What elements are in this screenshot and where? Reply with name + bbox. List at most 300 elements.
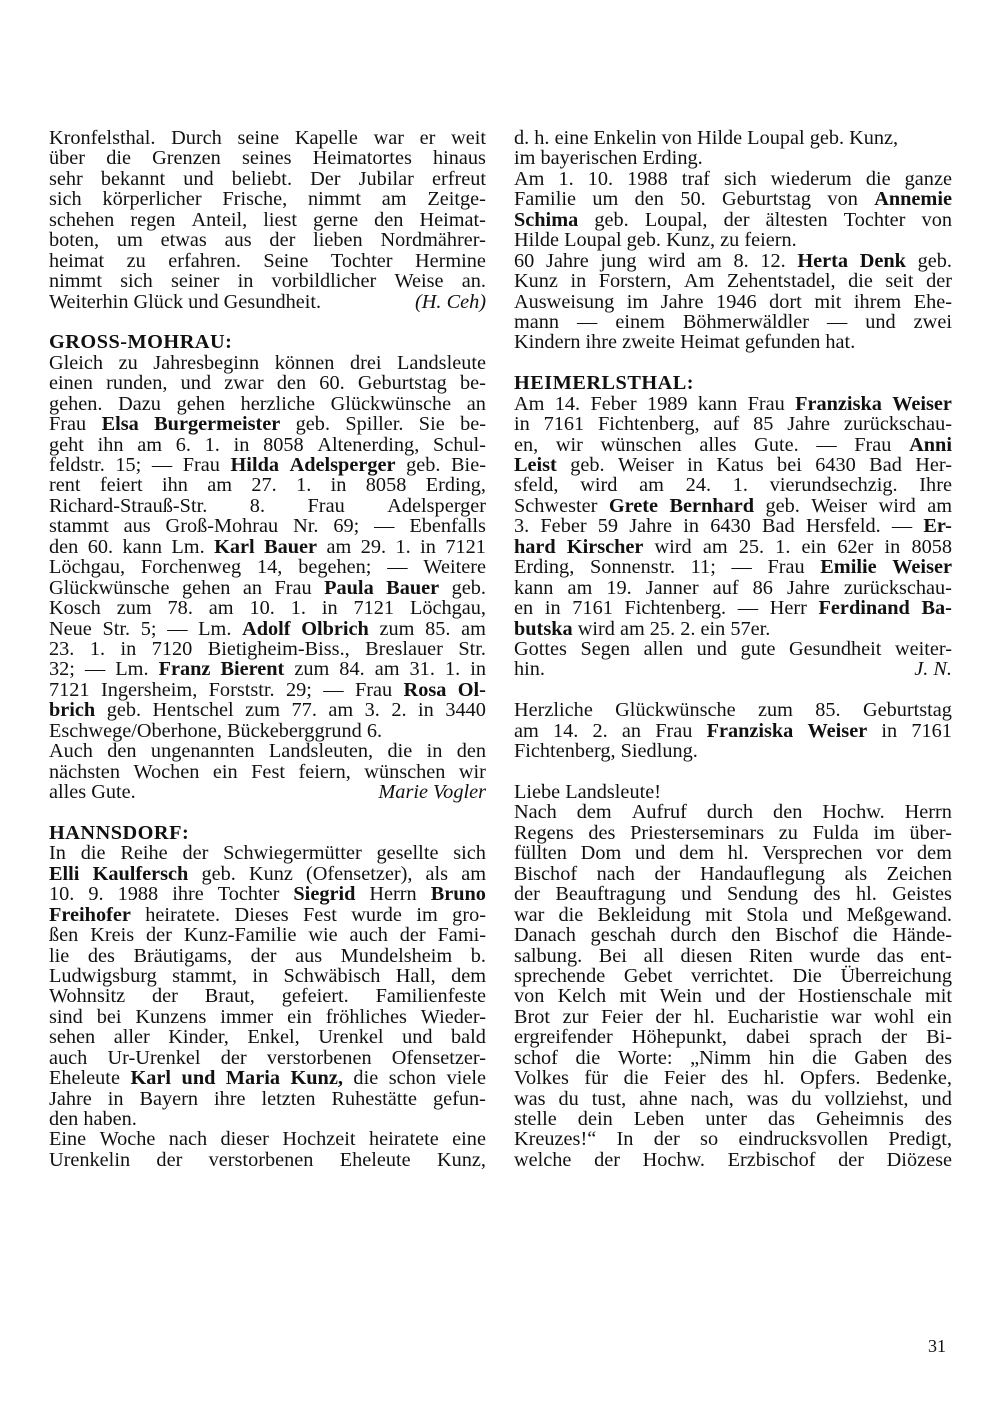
word: Segen xyxy=(580,637,631,660)
text-line xyxy=(49,1048,486,1068)
bold-name: Er- xyxy=(923,515,952,538)
word: drei xyxy=(349,351,382,374)
word: Glückwünsche xyxy=(615,699,736,722)
word: Heimat- xyxy=(419,208,486,231)
word: zum xyxy=(116,597,152,620)
bold-name: Ferdinand xyxy=(818,597,910,620)
word: stammt, xyxy=(172,964,237,987)
word: Überreichung xyxy=(840,964,952,987)
line-text: hin. xyxy=(514,658,545,681)
word: 1. xyxy=(444,658,461,681)
word: Meßgewand. xyxy=(846,903,952,926)
word: am xyxy=(461,862,486,885)
word: ein xyxy=(212,760,238,783)
word: Zeitge- xyxy=(427,188,486,211)
word: 2. xyxy=(391,699,407,722)
word: einem xyxy=(615,310,665,333)
word: seine xyxy=(237,127,280,149)
word: Sonnenstr. xyxy=(589,556,676,579)
text-line xyxy=(514,1150,952,1170)
word: der xyxy=(399,924,426,947)
word: Braut, xyxy=(204,985,255,1008)
text-line xyxy=(514,578,952,598)
word: Aufruf xyxy=(631,801,687,824)
word: in xyxy=(570,270,587,293)
word: Wohnsitz xyxy=(49,985,126,1008)
text-line xyxy=(514,210,952,230)
text-line xyxy=(514,271,952,291)
word: salbung. xyxy=(514,944,583,967)
bold-name: Weiser xyxy=(892,556,952,579)
word: Frau xyxy=(49,413,87,436)
word: runden, xyxy=(106,372,168,395)
text-line xyxy=(49,905,486,925)
word: die xyxy=(353,1067,379,1090)
word: in xyxy=(426,740,443,763)
word: Riten xyxy=(748,944,793,967)
word: ein xyxy=(287,1005,312,1028)
word: Gleich xyxy=(49,351,104,374)
word: in xyxy=(683,515,700,538)
word: 31. xyxy=(409,658,435,681)
word: gefeiert. xyxy=(281,985,349,1008)
word: sich xyxy=(453,842,486,865)
word: in xyxy=(107,1087,124,1110)
word: Herrn xyxy=(369,883,417,906)
word: du xyxy=(791,1087,812,1110)
word: 9. xyxy=(88,883,104,906)
word: auch xyxy=(349,924,388,947)
word: die xyxy=(575,1046,601,1069)
word: viele xyxy=(446,1067,486,1090)
word: Erding, xyxy=(425,474,486,497)
word: — xyxy=(167,617,188,640)
word: — xyxy=(151,454,173,476)
word: dabei xyxy=(746,1026,790,1049)
word: Gebet xyxy=(623,964,673,987)
word: 1988 xyxy=(627,167,668,190)
bold-name: Siegrid xyxy=(293,883,356,906)
text-line xyxy=(514,1068,952,1088)
word: 86 xyxy=(752,576,773,599)
word: Breslauer xyxy=(365,637,443,660)
word: Handauflegung xyxy=(699,862,826,885)
word: zum xyxy=(379,617,415,640)
word: am xyxy=(697,249,722,272)
word: Hochw. xyxy=(822,801,885,824)
bold-name: Denk xyxy=(859,249,906,272)
bold-name: Karl xyxy=(214,535,255,558)
word: 85. xyxy=(425,617,451,640)
word: als xyxy=(844,862,868,885)
text-line xyxy=(49,1007,486,1027)
word: Leben xyxy=(633,1108,685,1130)
paragraph-gap xyxy=(49,802,486,822)
word: schehen xyxy=(49,208,115,231)
word: wiederum xyxy=(770,167,852,190)
word: Spiller. xyxy=(345,413,404,436)
word: 7121 xyxy=(49,678,90,701)
bold-name: Ol- xyxy=(457,678,486,701)
word: 3440 xyxy=(445,699,486,722)
word: in xyxy=(420,535,436,558)
word: zu xyxy=(126,249,146,272)
word: welche xyxy=(514,1148,572,1171)
text-line xyxy=(49,557,486,577)
word: Bekleidung xyxy=(597,903,691,926)
word: der xyxy=(182,842,209,865)
word: der xyxy=(514,883,540,906)
word: 10. xyxy=(249,597,275,620)
word: seiner xyxy=(170,270,220,293)
section-heading: GROSS-MOHRAU: xyxy=(49,331,233,354)
word: Hall, xyxy=(395,964,436,987)
bold-name: Rosa xyxy=(403,678,447,701)
word: am xyxy=(567,576,593,599)
word: ihre xyxy=(213,1087,246,1110)
word: Kindern ihre zweite Heimat gefunden hat. xyxy=(514,331,856,354)
word: im xyxy=(873,821,895,844)
word: 7121 xyxy=(445,535,486,558)
word: Tochter xyxy=(330,249,393,272)
text-line xyxy=(49,843,486,863)
text-line xyxy=(514,312,952,332)
word: der xyxy=(758,985,785,1008)
word: Zehentstadel, xyxy=(726,270,836,293)
text-line xyxy=(514,1129,952,1149)
text-line xyxy=(514,802,952,822)
word: was xyxy=(746,1087,779,1110)
word: an. xyxy=(461,270,486,293)
text-line xyxy=(514,884,952,904)
word: ein xyxy=(801,535,827,558)
word: an xyxy=(242,576,263,599)
word: zwar xyxy=(224,372,264,395)
word: ältesten xyxy=(765,208,828,231)
word: herzliche xyxy=(240,392,315,415)
word: Löchgau, xyxy=(409,597,486,620)
word: Herr xyxy=(769,597,807,620)
word: am xyxy=(514,719,539,742)
word: Kosch xyxy=(49,597,101,620)
word: Brot xyxy=(514,1005,551,1028)
word: Bei xyxy=(598,944,627,967)
word: Beauftragung xyxy=(555,883,666,906)
word: Kronfelsthal. xyxy=(49,127,156,149)
word: immer xyxy=(220,1005,274,1028)
word: 1. xyxy=(204,433,220,456)
word: Gesundheit xyxy=(789,637,882,660)
word: — xyxy=(891,515,913,538)
word: eine xyxy=(452,1128,486,1151)
word: der xyxy=(881,1026,907,1049)
word: Gaben xyxy=(854,1046,908,1069)
text-line xyxy=(514,189,952,209)
text-line xyxy=(514,966,952,986)
word: Höhepunkt, xyxy=(631,1026,727,1049)
word: wurde xyxy=(809,944,861,967)
word: den xyxy=(773,801,803,824)
word: Bischof xyxy=(514,862,578,885)
word: am xyxy=(326,535,352,558)
text-line xyxy=(49,721,486,741)
word: be- xyxy=(460,372,486,395)
word: zum xyxy=(758,699,793,722)
word: nimmt xyxy=(49,270,102,293)
word: wird xyxy=(648,249,686,272)
word: letzten xyxy=(261,1087,316,1110)
word: geb. xyxy=(406,454,441,476)
word: Str. xyxy=(102,617,131,640)
word: dein xyxy=(577,1108,613,1130)
word: 1. xyxy=(395,535,411,558)
word: Hände- xyxy=(892,924,952,947)
word: Herrn xyxy=(904,801,952,824)
word: den haben. xyxy=(49,1108,137,1130)
text-line xyxy=(49,986,486,1006)
word: Erzbischof xyxy=(727,1148,816,1171)
word: gesellte xyxy=(376,842,439,865)
text-line xyxy=(514,230,952,250)
word: dem xyxy=(917,842,952,865)
word: wünschen xyxy=(364,760,446,783)
text-line xyxy=(514,537,952,557)
word: Ebenfalls xyxy=(409,515,486,538)
word: Landsleute xyxy=(397,351,486,374)
word: 1. xyxy=(89,637,106,660)
word: geht xyxy=(49,433,84,456)
word: die xyxy=(852,924,878,947)
word: Schul- xyxy=(432,433,486,456)
text-line xyxy=(514,639,952,659)
word: sehen xyxy=(49,1026,96,1049)
word: 23. xyxy=(49,637,75,660)
word: geb. xyxy=(295,413,331,436)
text-line xyxy=(49,1129,486,1149)
word: verstorbenen xyxy=(266,1046,372,1069)
paragraph-gap xyxy=(514,680,952,700)
word: „Nimm xyxy=(690,1046,751,1069)
word: 50. xyxy=(680,188,706,211)
word: 5; xyxy=(140,617,157,640)
word: Kreuzes!“ xyxy=(514,1128,597,1151)
word: Kunz, xyxy=(436,1148,486,1171)
text-line xyxy=(49,537,486,557)
bold-name: Kirscher xyxy=(566,535,644,558)
word: Predigt, xyxy=(888,1128,952,1151)
word: und xyxy=(865,310,896,333)
text-line xyxy=(49,1068,486,1088)
word: bald xyxy=(451,1026,486,1049)
word: Fest xyxy=(303,903,337,926)
word: seines xyxy=(241,147,292,170)
word: Altenerding, xyxy=(317,433,420,456)
bold-name: Bruno xyxy=(430,883,486,906)
word: am xyxy=(207,474,233,497)
bold-name: Bernhard xyxy=(669,494,754,517)
word: Geburtstag xyxy=(722,188,812,211)
text-line xyxy=(514,435,952,455)
word: 8. xyxy=(249,494,266,517)
bold-name: Grete xyxy=(608,494,658,517)
text-line xyxy=(514,721,952,741)
bold-name: Adolf xyxy=(242,617,291,640)
word: 3. xyxy=(364,699,380,722)
word: Frau xyxy=(307,494,345,517)
word: 1989 xyxy=(646,392,688,415)
word: Ofensetzer- xyxy=(391,1046,486,1069)
word: sind xyxy=(49,1005,83,1028)
text-line xyxy=(514,843,952,863)
word: feiert xyxy=(99,474,143,497)
paragraph-gap xyxy=(514,762,952,782)
word: der xyxy=(655,1005,682,1028)
word: schof xyxy=(514,1046,558,1069)
word: nächsten xyxy=(49,760,120,783)
word: gehen. xyxy=(49,392,103,415)
word: 6430 xyxy=(710,515,751,538)
word: Jahre xyxy=(660,290,704,313)
word: aller xyxy=(113,1026,150,1049)
word: der xyxy=(146,924,172,947)
word: Durch xyxy=(171,127,222,149)
word: auf xyxy=(713,413,740,436)
text-line xyxy=(49,700,486,720)
word: war xyxy=(831,1005,862,1028)
word: hl. xyxy=(693,1005,715,1028)
word: ein xyxy=(927,1005,952,1028)
word: die xyxy=(387,740,413,763)
word: Worte: xyxy=(617,1046,673,1069)
word: geschah xyxy=(590,924,656,947)
word: rent xyxy=(49,474,81,497)
word: Janner xyxy=(645,576,699,599)
word: Kreis xyxy=(90,924,135,947)
word: von xyxy=(827,188,858,211)
word: aus xyxy=(295,944,323,967)
word: aus xyxy=(123,515,151,538)
word: für xyxy=(584,1067,609,1090)
word: schon xyxy=(388,1067,437,1090)
word: 8058 xyxy=(263,433,304,456)
word: Stola xyxy=(746,903,788,926)
word: Wieder- xyxy=(420,1005,486,1028)
word: Bayern xyxy=(139,1087,199,1110)
word: nach xyxy=(596,862,635,885)
word: sfeld, xyxy=(514,474,559,497)
word: was xyxy=(514,1087,546,1110)
word: 78. xyxy=(167,597,193,620)
word: 84. xyxy=(339,658,365,681)
bold-name: und xyxy=(181,1067,216,1090)
word: kann xyxy=(514,576,554,599)
word: mit xyxy=(814,290,842,313)
word: geb. xyxy=(917,249,952,272)
bold-name: Bauer xyxy=(386,576,440,599)
bold-name: Maria xyxy=(225,1067,280,1090)
word: Str. xyxy=(458,637,486,660)
word: Weiser xyxy=(811,494,868,517)
word: 85. xyxy=(815,699,841,722)
text-line xyxy=(49,1089,486,1109)
word: 19. xyxy=(606,576,632,599)
word: 7120 xyxy=(151,637,193,660)
bold-name: Olbrich xyxy=(301,617,369,640)
word: hl. xyxy=(763,1067,785,1090)
bold-name: Leist xyxy=(514,454,557,476)
bold-name: Herta xyxy=(797,249,849,272)
word: 59 xyxy=(597,515,619,538)
word: heimat xyxy=(49,249,105,272)
word: des xyxy=(813,883,841,906)
word: 60 xyxy=(514,249,535,272)
word: des xyxy=(87,944,115,967)
word: der xyxy=(723,208,750,231)
text-line xyxy=(49,680,486,700)
word: Fichtenberg. xyxy=(624,597,727,620)
text-line xyxy=(514,1109,952,1129)
word: Herzliche xyxy=(514,699,593,722)
word: der xyxy=(654,862,681,885)
word: — xyxy=(374,515,395,538)
word: 7161 xyxy=(543,413,585,436)
word: b. xyxy=(470,944,486,967)
word: am xyxy=(927,494,952,517)
text-line xyxy=(49,659,486,679)
text-line xyxy=(514,1027,952,1047)
word: Hostienschale xyxy=(797,985,912,1008)
word: Schwäbisch xyxy=(283,964,381,987)
text-line xyxy=(514,332,952,352)
word: 14. xyxy=(554,392,581,415)
text-line xyxy=(514,782,952,802)
word: ent- xyxy=(920,944,952,967)
word: Wein xyxy=(659,985,702,1008)
text-line xyxy=(514,292,952,312)
word: Lm. xyxy=(198,617,232,640)
word: Feber xyxy=(540,515,587,538)
word: Jahre xyxy=(545,249,589,272)
bold-name: Bauer xyxy=(264,535,318,558)
word: — xyxy=(323,678,344,701)
word: (Ofensetzer), xyxy=(306,862,413,885)
bold-name: Franziska xyxy=(706,719,794,742)
word: 8058 xyxy=(365,474,407,497)
word: Seine xyxy=(263,249,309,272)
word: vollziehst, xyxy=(824,1087,909,1110)
text-line xyxy=(514,619,952,639)
word: Kunz xyxy=(248,862,293,885)
word: all xyxy=(643,944,664,967)
word: Fest xyxy=(251,760,285,783)
word: Ehe- xyxy=(913,290,952,313)
word: aus xyxy=(224,229,252,252)
word: 29. xyxy=(360,535,387,558)
word: an xyxy=(466,392,486,415)
word: verrichtet. xyxy=(691,964,774,987)
word: in xyxy=(544,597,561,620)
word: Fami- xyxy=(437,924,486,947)
line-text: Weiterhin Glück und Gesundheit. xyxy=(49,290,322,313)
text-line xyxy=(514,905,952,925)
text-line-with-signature xyxy=(49,782,486,802)
word: geb. xyxy=(570,454,605,476)
word: Volkes xyxy=(514,1067,569,1090)
word: geb. xyxy=(106,699,142,722)
word: 8058 xyxy=(911,535,952,558)
word: hinaus xyxy=(433,147,486,170)
word: Adelsperger xyxy=(387,494,486,517)
